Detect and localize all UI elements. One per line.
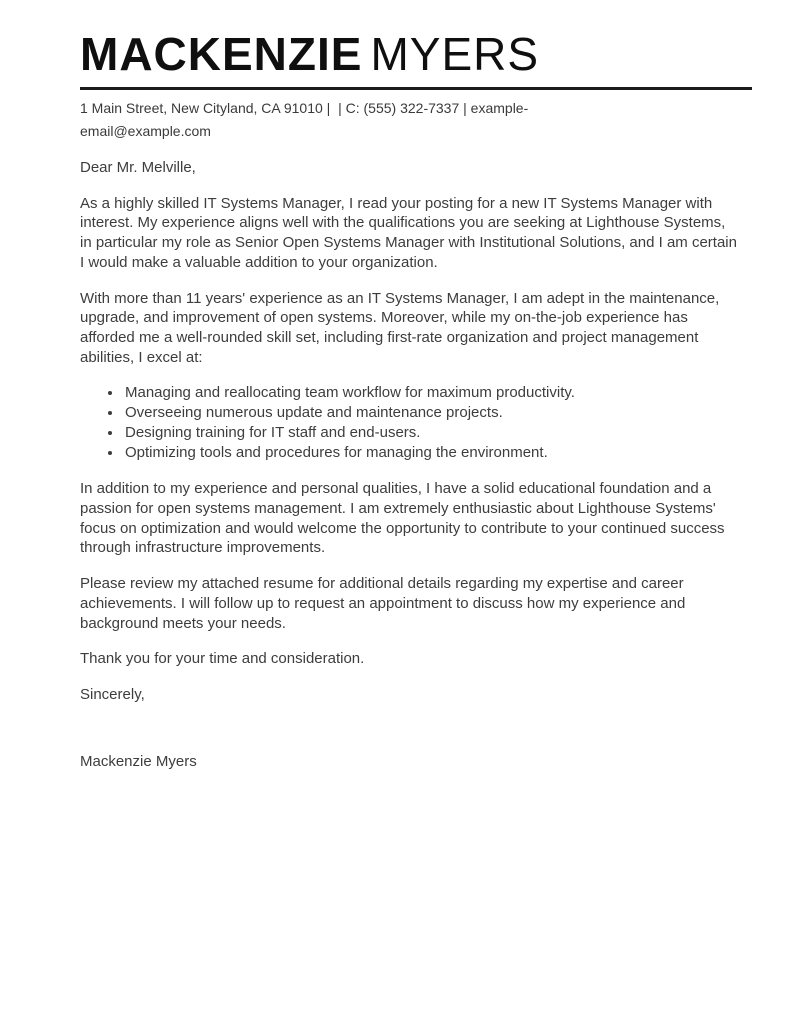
name-last: MYERS	[370, 28, 540, 80]
paragraph-education: In addition to my experience and personal qualities, I have a solid educational foundation and a passion for open systems management. I am extremely enthusiastic about Lighthouse Systems' focus on optimization and would welcome the opportunity to contribute to your continued success through infrastructure improvements.	[80, 480, 725, 557]
bullet-item: • Designing training for IT staff and end-users.	[123, 423, 743, 443]
closing-line: Sincerely,	[80, 685, 145, 703]
letter-header	[80, 28, 745, 143]
bullet-item: • Managing and reallocating team workflow for maximum productivity.	[123, 383, 743, 403]
skills-bullet-list	[80, 383, 743, 463]
bullet-item: • Optimizing tools and procedures for managing the environment.	[123, 443, 743, 463]
letter-body	[80, 158, 745, 771]
contact-line: 1 Main Street, New Cityland, CA 91010 | | C: (555) 322-7337 | example-email@example.com	[80, 100, 529, 139]
salutation: Dear Mr. Melville,	[80, 159, 196, 176]
name-first: MACKENZIE	[80, 28, 363, 80]
header-divider	[80, 87, 752, 90]
bullet-item: • Overseeing numerous update and maintenance projects.	[123, 403, 743, 423]
page-title	[80, 28, 745, 80]
paragraph-experience: With more than 11 years' experience as an IT Systems Manager, I am adept in the maintenance, upgrade, and improvement of open systems. Moreover, while my on-the-job experience has afforded me a well-rounded skill set, including first-rate organization and project management abilities, I excel at:	[80, 289, 720, 366]
thanks-line: Thank you for your time and consideration.	[80, 650, 365, 668]
paragraph-resume: Please review my attached resume for additional details regarding my expertise and career achievements. I will follow up to request an appointment to discuss how my experience and background meets your needs.	[80, 575, 686, 632]
paragraph-intro: As a highly skilled IT Systems Manager, I read your posting for a new IT Systems Manager with interest. My experience aligns well with the qualifications you are seeking at Lighthouse Systems, in particular my role as Senior Open Systems Manager with Institutional Solutions, and I am certain I would make a valuable addition to your organization.	[80, 194, 737, 271]
signature-name: Mackenzie Myers	[80, 752, 197, 770]
